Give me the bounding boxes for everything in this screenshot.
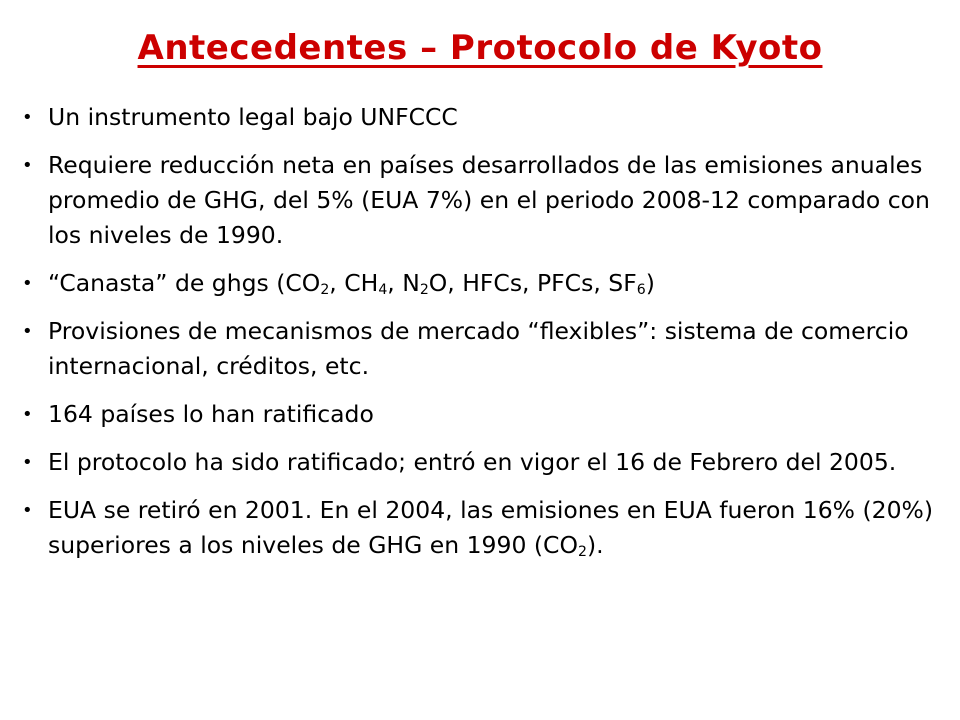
bullet-item (22, 266, 942, 301)
bullet-dot-icon: • (22, 321, 33, 342)
text-part: ). (586, 531, 604, 559)
subscript: 2 (577, 543, 587, 560)
bullet-item (22, 100, 942, 135)
bullet-item (22, 493, 942, 563)
bullet-text: El protocolo ha sido ratificado; entró en vigor el 16 de Febrero del 2005. (48, 448, 897, 476)
subscript: 6 (636, 281, 646, 298)
bullet-dot-icon: • (22, 273, 33, 294)
bullet-item (22, 445, 942, 480)
bullet-dot-icon: • (22, 500, 33, 521)
bullet-item (22, 314, 942, 384)
subscript: 2 (419, 281, 429, 298)
subscript: 2 (320, 281, 330, 298)
bullet-dot-icon: • (22, 452, 33, 473)
text-part: O, HFCs, PFCs, SF (428, 269, 637, 297)
bullet-text (48, 266, 942, 301)
subscript: 4 (378, 281, 388, 298)
bullet-list (22, 100, 942, 576)
bullet-dot-icon: • (22, 404, 33, 425)
bullet-text: Requiere reducción neta en países desarrollados de las emisiones anuales promedio de GHG, del 5% (EUA 7%) en el periodo 2008-12 comparado con los niveles de 1990. (48, 151, 930, 249)
text-part: ) (645, 269, 655, 297)
bullet-item (22, 397, 942, 432)
bullet-text: Un instrumento legal bajo UNFCCC (48, 103, 458, 131)
bullet-item (22, 148, 942, 253)
bullet-dot-icon: • (22, 155, 33, 176)
text-part: , CH (329, 269, 379, 297)
bullet-text: 164 países lo han ratificado (48, 400, 374, 428)
text-part: “Canasta” de ghgs (CO (48, 269, 321, 297)
slide-title: Antecedentes – Protocolo de Kyoto (137, 28, 823, 68)
text-part: , N (387, 269, 420, 297)
text-part: EUA se retiró en 2001. En el 2004, las emisiones en EUA fueron 16% (20%) superiores a los niveles de GHG en 1990 (CO (48, 496, 934, 559)
bullet-dot-icon: • (22, 107, 33, 128)
bullet-text (48, 493, 942, 563)
bullet-text: Provisiones de mecanismos de mercado “flexibles”: sistema de comercio internacional, créditos, etc. (48, 317, 909, 380)
